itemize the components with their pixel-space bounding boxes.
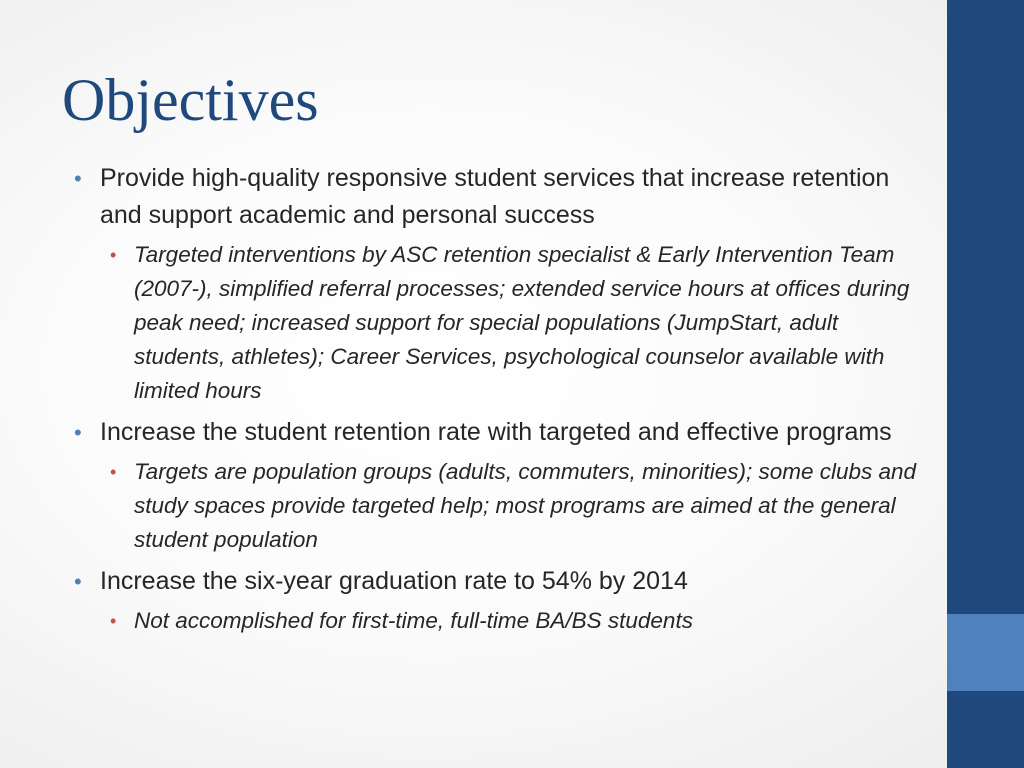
sub-bullet-list (106, 455, 922, 557)
bullet-text: Provide high-quality responsive student services that increase retention and support academic and personal success (100, 164, 890, 229)
sub-bullet-text: Targets are population groups (adults, commuters, minorities); some clubs and study spaces provide targeted help; most programs are aimed at the general student population (134, 459, 917, 552)
sub-bullet-item (106, 604, 922, 638)
sidebar-accent-block (947, 614, 1024, 691)
sub-bullet-item (106, 238, 922, 408)
bullet-dot-icon: • (74, 166, 82, 191)
sub-bullet-dot-icon: • (110, 611, 117, 631)
sub-bullet-item (106, 455, 922, 557)
bullet-text: Increase the six-year graduation rate to 54% by 2014 (100, 567, 688, 595)
bullet-text: Increase the student retention rate with targeted and effective programs (100, 418, 892, 446)
sub-bullet-text: Not accomplished for first-time, full-time BA/BS students (134, 608, 693, 633)
sub-bullet-dot-icon: • (110, 462, 117, 482)
sub-bullet-dot-icon: • (110, 245, 117, 265)
sub-bullet-list (106, 604, 922, 638)
bullet-item (72, 414, 922, 557)
sub-bullet-text: Targeted interventions by ASC retention specialist & Early Intervention Team (2007-), simplified referral processes; extended service hours at offices during peak need; increased support for special populations (JumpStart, adult students, athletes); Career Services, psychological counselor available with limited hours (134, 242, 910, 403)
bullet-dot-icon: • (74, 569, 82, 594)
sub-bullet-list (106, 238, 922, 408)
bullet-item (72, 563, 922, 638)
bullet-list (72, 160, 922, 644)
slide-title: Objectives (62, 67, 319, 133)
bullet-dot-icon: • (74, 420, 82, 445)
bullet-item (72, 160, 922, 408)
